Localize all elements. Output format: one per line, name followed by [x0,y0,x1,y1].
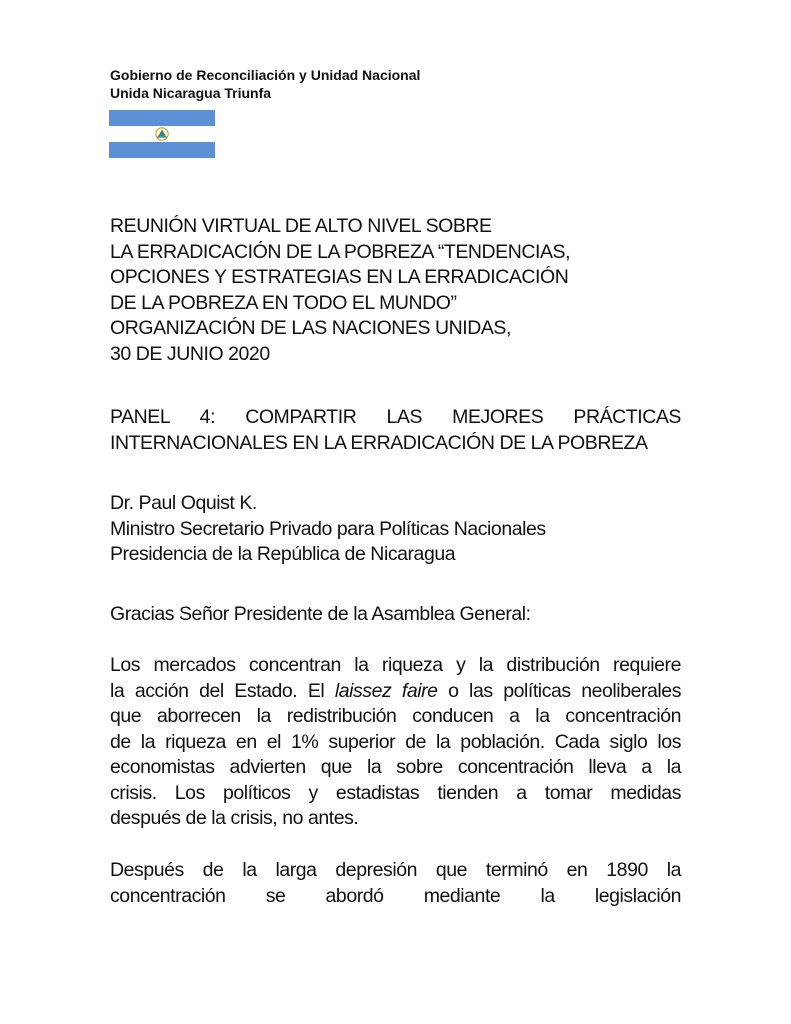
title-line: OPCIONES Y ESTRATEGIAS EN LA ERRADICACIÓN [110,266,569,288]
title-line: DE LA POBREZA EN TODO EL MUNDO” [110,291,457,314]
paragraph-line: crisis. Los políticos y estadistas tienden a tomar medidas [110,781,681,804]
paragraph-line: de la riqueza en el 1% superior de la población. Cada siglo los [110,730,681,753]
paragraph-line: después de la crisis, no antes. [110,807,359,829]
paragraph-text: la acción del Estado. El [110,679,335,702]
paragraph-2 [110,858,681,909]
panel-heading-line: PANEL 4: COMPARTIR LAS MEJORES PRÁCTICAS [110,406,681,428]
author-role: Ministro Secretario Privado para Políticas Nacionales [110,517,546,540]
header-government-name: Gobierno de Reconciliación y Unidad Nacional [110,67,421,83]
author-office: Presidencia de la República de Nicaragua [110,543,456,565]
paragraph-line [110,679,681,705]
panel-heading [110,405,681,456]
header-slogan: Unida Nicaragua Triunfa [110,85,272,101]
italic-term: laissez faire [334,679,438,702]
author-name: Dr. Paul Oquist K. [110,492,257,514]
paragraph-line: concentración se abordó mediante la legislación [110,884,681,907]
document-header [110,66,420,102]
paragraph-line: economistas advierten que la sobre concentración lleva a la [110,756,681,778]
author-block [110,491,681,568]
paragraph-line: que aborrecen la redistribución conducen a la concentración [110,705,681,727]
title-line: REUNIÓN VIRTUAL DE ALTO NIVEL SOBRE [110,215,492,237]
nicaragua-flag-icon [109,110,215,158]
paragraph-line: Los mercados concentran la riqueza y la distribución requiere [110,654,681,676]
paragraph-text: o las políticas neoliberales [437,679,681,702]
paragraph-1 [110,653,681,832]
title-line: 30 DE JUNIO 2020 [110,342,270,365]
title-line: ORGANIZACIÓN DE LAS NACIONES UNIDAS, [110,317,511,339]
panel-heading-line: INTERNACIONALES EN LA ERRADICACIÓN DE LA POBREZA [110,431,648,454]
title-block [110,214,681,367]
paragraph-line: Después de la larga depresión que terminó en 1890 la [110,859,681,881]
greeting: Gracias Señor Presidente de la Asamblea General: [110,603,531,625]
title-line: LA ERRADICACIÓN DE LA POBREZA “TENDENCIAS, [110,240,571,263]
